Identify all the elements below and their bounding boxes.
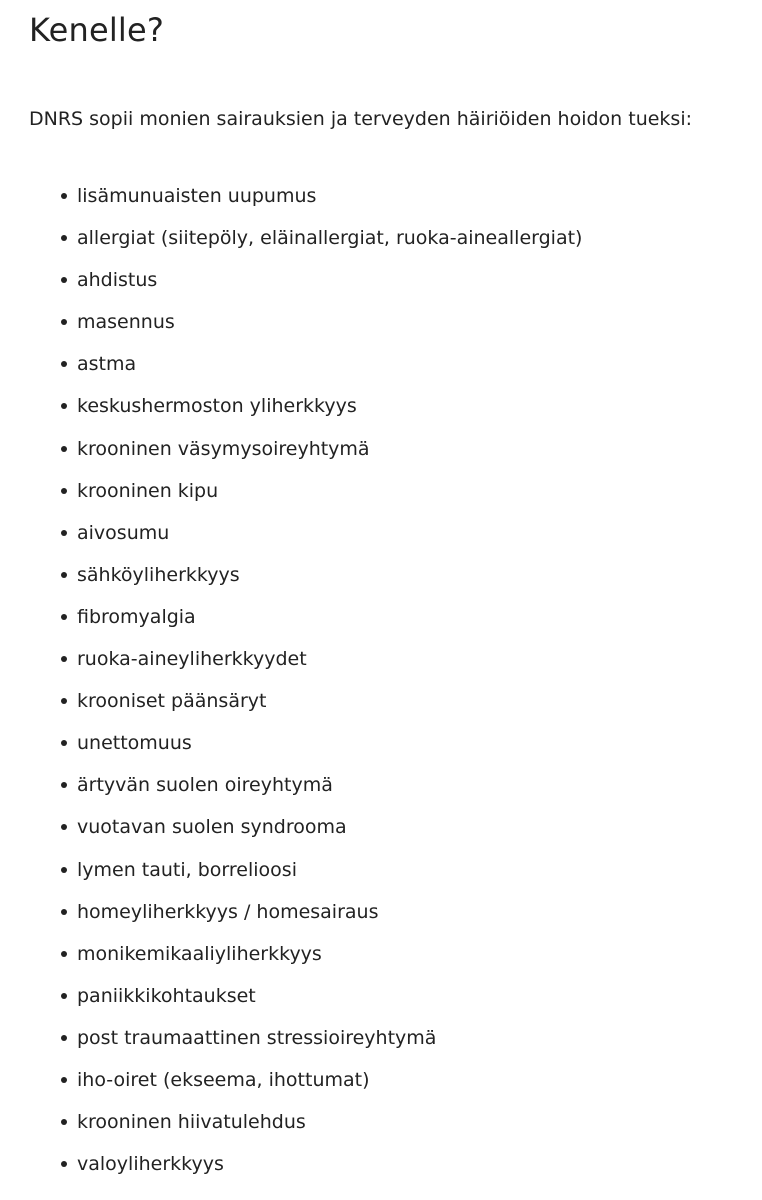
list-item-text: iho-oiret (ekseema, ihottumat) — [77, 1068, 370, 1091]
bullet-dot-icon — [61, 614, 67, 620]
list-item-text: fibromyalgia — [77, 605, 196, 628]
bullet-dot-icon — [61, 740, 67, 746]
list-item — [29, 562, 582, 604]
list-item — [29, 393, 582, 435]
list-item — [29, 478, 582, 520]
bullet-dot-icon — [61, 319, 67, 325]
bullet-dot-icon — [61, 993, 67, 999]
list-item-text: aivosumu — [77, 521, 170, 544]
list-item — [29, 857, 582, 899]
list-item-text: krooninen väsymysoireyhtymä — [77, 437, 370, 460]
list-item — [29, 225, 582, 267]
list-item-text: homeyliherkkyys / homesairaus — [77, 900, 379, 923]
condition-list — [29, 183, 582, 1193]
bullet-dot-icon — [61, 361, 67, 367]
list-item-text: astma — [77, 353, 137, 376]
list-item-text: paniikkikohtaukset — [77, 984, 256, 1007]
list-item-text: krooninen hiivatulehdus — [77, 1111, 306, 1134]
list-item-text: masennus — [77, 311, 175, 334]
list-item-text: lisämunuaisten uupumus — [77, 185, 317, 207]
list-item-text: ruoka-aineyliherkkyydet — [77, 648, 307, 671]
bullet-dot-icon — [61, 277, 67, 283]
page-title: Kenelle? — [29, 11, 165, 49]
bullet-dot-icon — [61, 193, 67, 199]
list-item — [29, 688, 582, 730]
bullet-dot-icon — [61, 488, 67, 494]
list-item — [29, 1151, 582, 1193]
list-item — [29, 941, 582, 983]
intro-paragraph: DNRS sopii monien sairauksien ja terveyden häiriöiden hoidon tueksi: — [29, 108, 693, 130]
bullet-dot-icon — [61, 403, 67, 409]
list-item — [29, 351, 582, 393]
list-item — [29, 1067, 582, 1109]
list-item-text: keskushermoston yliherkkyys — [77, 395, 357, 418]
list-item — [29, 730, 582, 772]
list-item-text: valoyliherkkyys — [77, 1153, 224, 1176]
bullet-dot-icon — [61, 446, 67, 452]
bullet-dot-icon — [61, 530, 67, 536]
bullet-dot-icon — [61, 824, 67, 830]
list-item-text: ärtyvän suolen oireyhtymä — [77, 774, 333, 797]
list-item-text: post traumaattinen stressioireyhtymä — [77, 1026, 437, 1049]
bullet-dot-icon — [61, 951, 67, 957]
bullet-dot-icon — [61, 909, 67, 915]
list-item — [29, 899, 582, 941]
bullet-dot-icon — [61, 235, 67, 241]
list-item — [29, 1109, 582, 1151]
list-item-text: sähköyliherkkyys — [77, 563, 240, 586]
list-item — [29, 646, 582, 688]
list-item-text: unettomuus — [77, 732, 192, 755]
bullet-dot-icon — [61, 698, 67, 704]
list-item — [29, 1025, 582, 1067]
bullet-dot-icon — [61, 1035, 67, 1041]
list-item-text: vuotavan suolen syndrooma — [77, 816, 347, 839]
bullet-dot-icon — [61, 572, 67, 578]
list-item-text: krooninen kipu — [77, 479, 219, 502]
list-item-text: monikemikaaliyliherkkyys — [77, 942, 322, 965]
bullet-dot-icon — [61, 1119, 67, 1125]
list-item-text: allergiat (siitepöly, eläinallergiat, ruoka-aineallergiat) — [77, 227, 583, 250]
list-item — [29, 983, 582, 1025]
bullet-dot-icon — [61, 867, 67, 873]
bullet-dot-icon — [61, 782, 67, 788]
bullet-dot-icon — [61, 1077, 67, 1083]
list-item — [29, 772, 582, 814]
list-item — [29, 183, 582, 225]
list-item — [29, 814, 582, 856]
list-item — [29, 520, 582, 562]
list-item-text: krooniset päänsäryt — [77, 690, 267, 713]
list-item — [29, 604, 582, 646]
list-item-text: ahdistus — [77, 269, 158, 292]
list-item — [29, 267, 582, 309]
bullet-dot-icon — [61, 656, 67, 662]
list-item-text: lymen tauti, borrelioosi — [77, 858, 297, 881]
bullet-dot-icon — [61, 1161, 67, 1167]
list-item — [29, 436, 582, 478]
list-item — [29, 309, 582, 351]
